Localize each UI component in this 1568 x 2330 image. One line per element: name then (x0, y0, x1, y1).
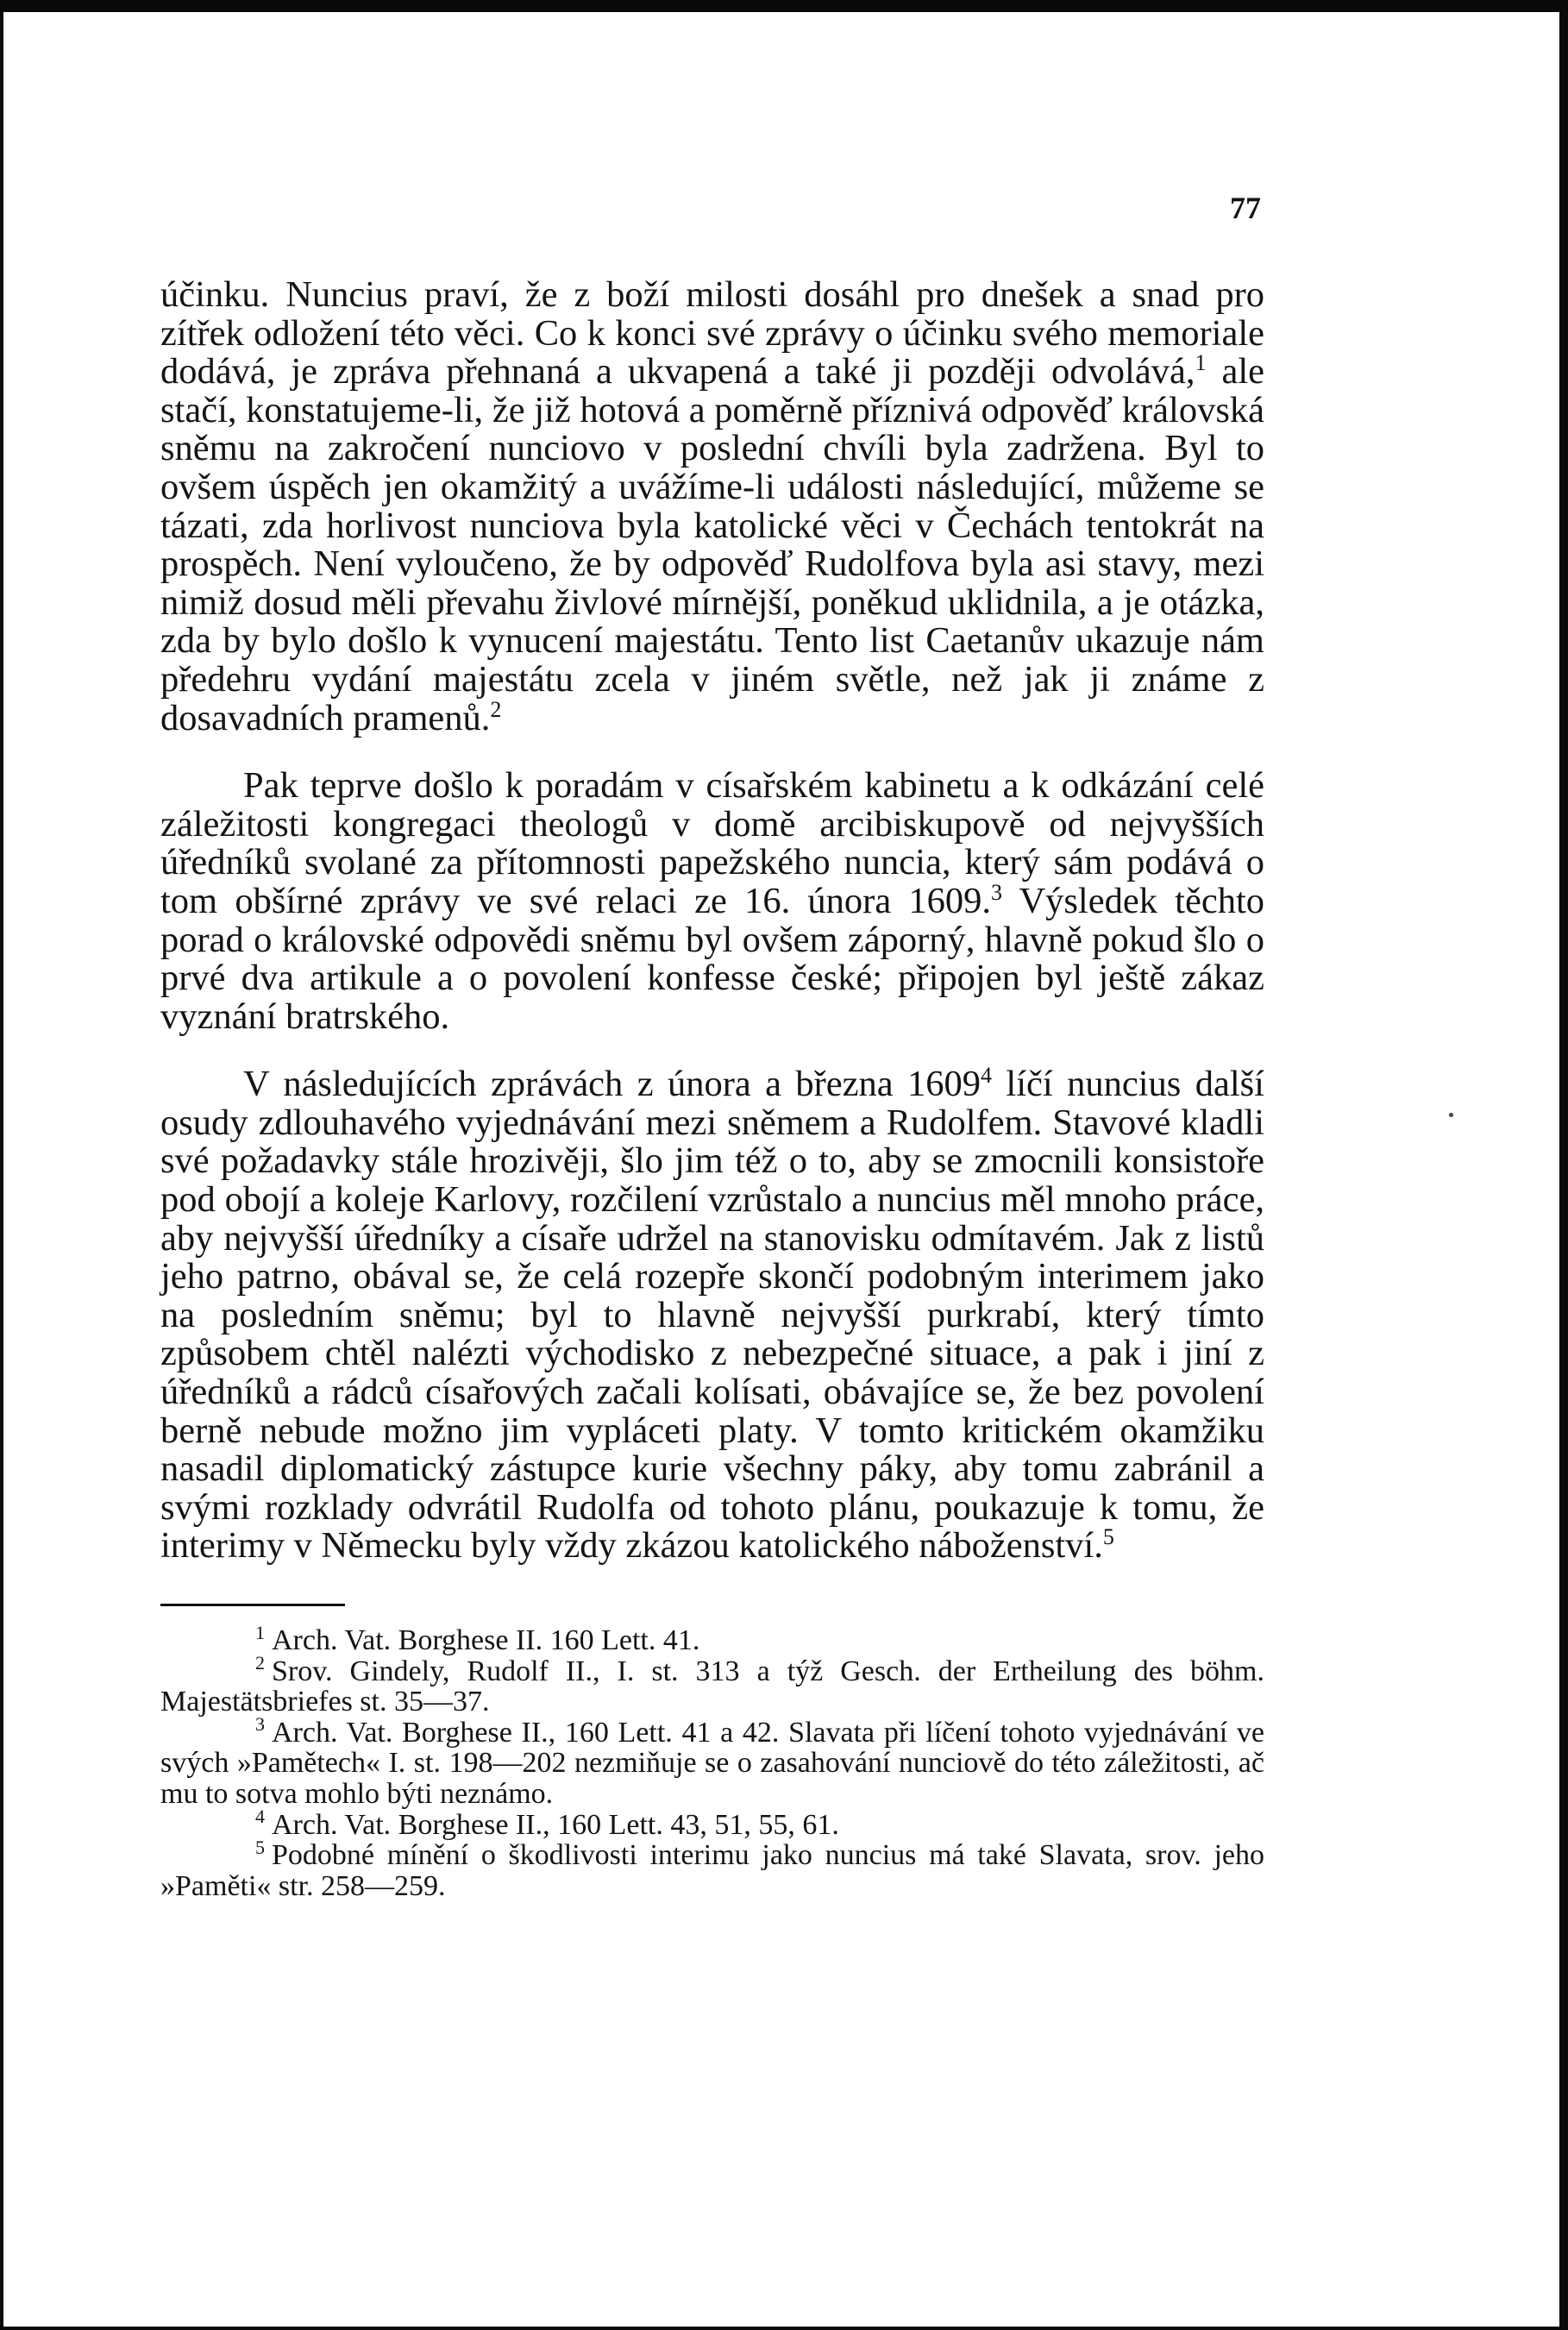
footnote-5 (160, 1836, 1264, 1902)
footnotes (160, 1621, 1264, 1902)
footnote-text: Podobné mínění o škodlivosti interimu jako nuncius má také Slavata, srov. jeho »Paměti« str. 258—259. (160, 1839, 1264, 1902)
paragraph-2-text-a: Pak teprve došlo k poradám v císařském kabinetu a k odkázání celé záležitosti kongregaci theologů v domě arcibiskupově od nejvyšších úředníků svolané za přítomnosti papežského nuncia, který sám podává o tom obšírné zprávy ve své relaci ze 16. února 1609. (160, 765, 1264, 921)
footnote-ref-2[interactable]: 2 (490, 696, 502, 722)
footnote-text: Arch. Vat. Borghese II., 160 Lett. 41 a 42. Slavata při líčení tohoto vyjednávání ve svých »Pamětech« I. st. 198—202 nezmiňuje se o zasahování nunciově do této záležitosti, ač mu to sotva mohlo býti neznámo. (160, 1716, 1264, 1810)
footnote-number: 3 (255, 1713, 265, 1736)
paragraph-3-text-a: V následujících zprávách z února a března 1609 (243, 1064, 982, 1105)
paragraph-2 (160, 767, 1264, 1036)
footnote-2 (160, 1652, 1264, 1718)
scan-speck (1449, 1113, 1453, 1117)
paragraph-3 (160, 1065, 1264, 1566)
footnote-ref-5[interactable]: 5 (1102, 1524, 1114, 1550)
footnote-ref-1[interactable]: 1 (1195, 350, 1207, 376)
footnote-number: 5 (255, 1836, 265, 1858)
paragraph-3-text-b: líčí nuncius další osudy zdlouhavého vyjednávání mezi sněmem a Rudolfem. Stavové kladli své požadavky stále hrozivěji, šlo jim též o to, aby se zmocnili konsistoře pod obojí a koleje Karlovy, rozčilení vzrůstalo a nuncius měl mnoho práce, aby nejvyšší úředníky a císaře udržel na stanovisku odmítavém. Jak z listů jeho patrno, obával se, že celá rozepře skončí podobným interimem jako na posledním sněmu; byl to hlavně nejvyšší purkrabí, který tímto způsobem chtěl nalézti východisko z nebezpečné situace, a pak i jiní z úředníků a rádců císařových začali kolísati, obávajíce se, že bez povolení berně nebude možno jim vypláceti platy. V tomto kritickém okamžiku nasadil diplomatický zástupce kurie všechny páky, aby tomu zabránil a svými rozklady odvrátil Rudolfa od tohoto plánu, poukazuje k tomu, že interimy v Německu byly vždy zkázou katolického náboženství. (160, 1064, 1264, 1567)
paragraph-1-text-b: ale stačí, konstatujeme-li, že již hotová a poměrně příznivá odpověď královská sněmu na zakročení nunciovo v poslední chvíli byla zadržena. Byl to ovšem úspěch jen okamžitý a uvážíme-li události následující, můžeme se tázati, zda horlivost nunciova byla katolické věci v Čechách tentokrát na prospěch. Není vyloučeno, že by odpověď Rudolfova byla asi stavy, mezi nimiž dosud měli převahu živlové mírnější, poněkud uklidnila, a je otázka, zda by bylo došlo k vynucení majestátu. Tento list Caetanův ukazuje nám předehru vydání majestátu zcela v jiném světle, než jak ji známe z dosavadních pramenů. (160, 351, 1264, 738)
body-text (160, 276, 1264, 1901)
footnote-text: Arch. Vat. Borghese II., 160 Lett. 43, 51, 55, 61. (272, 1808, 839, 1841)
footnote-3 (160, 1713, 1264, 1810)
footnote-1 (160, 1621, 1264, 1656)
footnote-text: Arch. Vat. Borghese II. 160 Lett. 41. (272, 1624, 700, 1656)
footnote-text: Srov. Gindely, Rudolf II., I. st. 313 a týž Gesch. der Ertheilung des böhm. Majestätsbriefes st. 35—37. (160, 1655, 1264, 1718)
paragraph-1-text-a: účinku. Nuncius praví, že z boží milosti dosáhl pro dnešek a snad pro zítřek odložení této věci. Co k konci své zprávy o účinku svého memoriale dodává, je zpráva přehnaná a ukvapená a také ji později odvolává, (160, 274, 1264, 393)
footnote-separator (160, 1604, 345, 1606)
paragraph-2-text-b: Výsledek těchto porad o královské odpovědi sněmu byl ovšem záporný, hlavně pokud šlo o prvé dva artikule a o povolení konfesse české; připojen byl ještě zákaz vyznání bratrského. (160, 880, 1265, 1037)
footnote-number: 1 (255, 1621, 265, 1643)
footnote-ref-3[interactable]: 3 (991, 879, 1003, 905)
footnote-number: 4 (255, 1806, 265, 1828)
page-number: 77 (1230, 191, 1261, 225)
footnote-number: 2 (255, 1652, 265, 1674)
footnote-ref-4[interactable]: 4 (981, 1063, 993, 1089)
paragraph-1 (160, 276, 1264, 738)
footnote-4 (160, 1806, 1264, 1841)
